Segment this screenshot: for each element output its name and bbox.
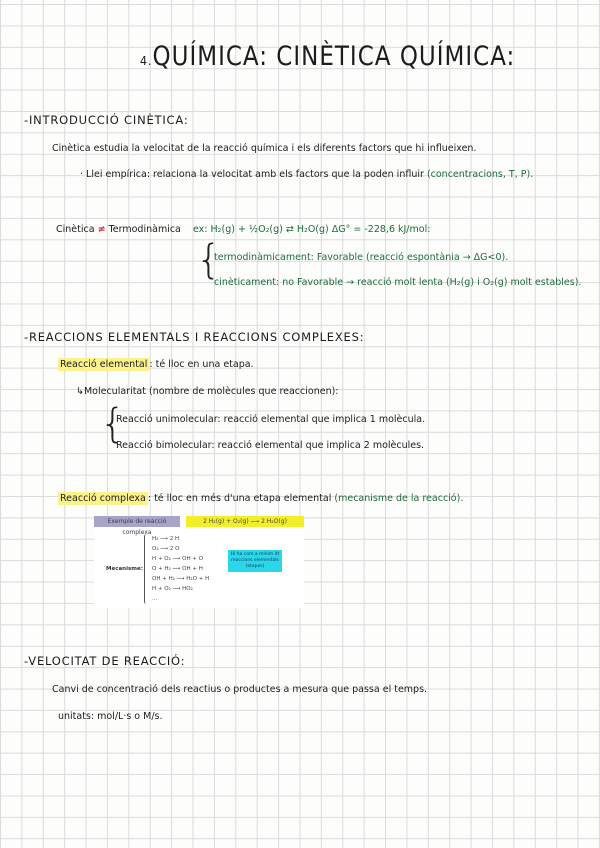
kinetics-label: Cinètica (56, 224, 95, 235)
intro-line-2 (80, 169, 533, 180)
velocity-units: unitats: mol/L·s o M/s. (58, 711, 163, 722)
example-tag: Exemple de reacció complexa (94, 516, 180, 527)
thermo-brace: { (196, 237, 222, 283)
complex-label: Reacció complexa (60, 493, 146, 504)
complex-mechanism: (mecanisme de la reacció). (334, 493, 464, 504)
example-equation: H₂(g) + ½O₂(g) ⇄ H₂O(g) ΔG° = -228,6 kJ/mol: (210, 224, 431, 235)
bimolecular-line: Reacció bimolecular: reacció elemental que implica 2 molècules. (116, 440, 425, 451)
empirical-factors: (concentracions, T, P). (426, 169, 534, 180)
mechanism-step: H₂ ⟶ 2 H (152, 536, 180, 542)
empirical-law: · Llei empírica: relaciona la velocitat amb els factors que la poden influir (80, 169, 424, 180)
molecularity-brace: { (100, 401, 126, 447)
unimolecular-line: Reacció unimolecular: reacció elemental que implica 1 molècula. (116, 414, 426, 425)
velocity-heading: -VELOCITAT DE REACCIÓ: (24, 654, 186, 668)
mechanism-step: O₂ ⟶ 2 O (152, 546, 180, 552)
mechanism-step: O + H₂ ⟶ OH + H (152, 566, 203, 572)
molecularity-line: ↳Molecularitat (nombre de molècules que reaccionen): (76, 386, 339, 397)
thermo-line: termodinàmicament: Favorable (reacció espontània → ΔG<0). (214, 252, 509, 263)
mechanism-step: ... (152, 596, 158, 602)
example-prefix: ex: (192, 224, 208, 235)
velocity-line-1: Canvi de concentració dels reactius o productes a mesura que passa el temps. (52, 684, 428, 695)
intro-line-1: Cinètica estudia la velocitat de la reacció química i els diferents factors que hi influeixen. (52, 143, 477, 154)
complex-rest: : té lloc en més d'una etapa elemental (147, 493, 332, 504)
kinetics-vs-thermo (56, 224, 430, 235)
kinetic-line: cinèticament: no Favorable → reacció molt lenta (H₂(g) i O₂(g) molt estables). (214, 277, 582, 288)
title-text: QUÍMICA: CINÈTICA QUÍMICA: (152, 42, 516, 72)
not-equal-sign: ≠ (97, 224, 106, 235)
mechanism-brace (144, 534, 149, 604)
example-equation-tag: 2 H₂(g) + O₂(g) ⟶ 2 H₂O(g) (186, 516, 304, 527)
complex-line (58, 493, 463, 504)
elemental-label: Reacció elemental (60, 359, 148, 370)
intro-heading: -INTRODUCCIÓ CINÈTICA: (24, 113, 189, 127)
mechanism-step: H + O₂ ⟶ OH + O (152, 556, 204, 562)
mechanism-step: H + O₂ ⟶ HO₂ (152, 586, 193, 592)
thermo-label: Termodinàmica (108, 224, 181, 235)
title-number: 4. (140, 53, 153, 69)
elemental-line (58, 359, 254, 370)
reactions-heading: -REACCIONS ELEMENTALS I REACCIONS COMPLEXES: (24, 330, 365, 344)
mechanism-label: Mecanisme: (106, 566, 143, 572)
mechanism-step: OH + H₂ ⟶ H₂O + H (152, 576, 210, 582)
elemental-rest: : té lloc en una etapa. (149, 359, 254, 370)
page-title (140, 42, 515, 72)
mechanism-note: Hi ha com a mínim 4t reaccions elementals (etapes) (228, 550, 282, 572)
mechanism-image (94, 516, 304, 608)
